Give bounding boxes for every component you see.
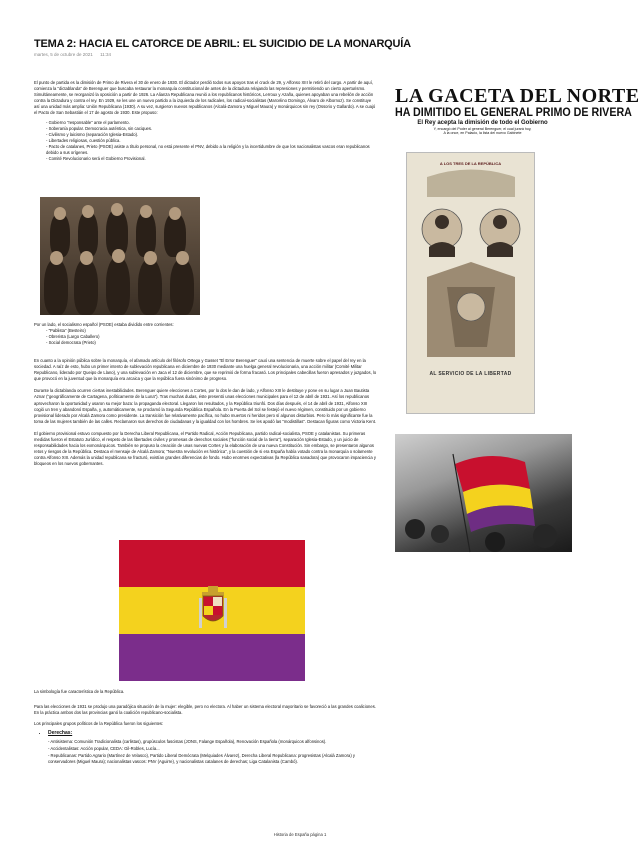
pact-item: - Civilismo y laicismo (separación Iglesia-Estado). (46, 132, 377, 138)
pact-item: - Libertades religiosas, cuestión pública. (46, 138, 377, 144)
body-section (34, 358, 377, 471)
lower-section (34, 704, 377, 766)
poster-bottom-text: AL SERVICIO DE LA LIBERTAD (429, 371, 512, 377)
antisistema-text: - Antisistema: Comunión Tradicionalista (carlistas), grupúsculos fascistas (JONS, Falange Española), Renovación Española (monárquicos alfonsinos). (48, 738, 327, 744)
right-groups (34, 739, 377, 765)
page-footer: Historia de España página 1 (273, 832, 327, 837)
pact-item: - Pacto de catalanes, Prieto (PSOE) asiste a título personal, no está presente el PNV, debido a la religión y la incertidumbre de que los nacionalistas vascos eran republicanos debido a sus orígenes. (46, 144, 377, 156)
pact-item: - Comité Revolucionario será el Gobierno Provisional. (46, 156, 377, 162)
republicanas-text: - Republicanas: Partido Agrario (Martínez de Velasco), Partido Liberal Demócrata (Melquiades Álvarez), Derecha Liberal Republicana: progresistas (Alcalá Zamora) y conservadores (Miguel Maura); nacionalistas vascos: PNV (Aguirre), y nacionalistas catalanes de derechas; Liga Catalanista (Cambó). (48, 752, 355, 764)
right-label: • Derechas: (48, 730, 377, 737)
pact-item: - Gobierno "responsable" ante el parlamento. (46, 120, 377, 126)
psoe-item: - Social democrata (Prieto) (46, 340, 377, 346)
pact-list (34, 120, 377, 163)
crowd-photo (395, 434, 572, 552)
flag-purple-stripe (119, 634, 305, 681)
flag-red-stripe (119, 540, 305, 587)
time-label: 11:34 (100, 52, 111, 57)
pact-item: - Soberanía popular. Democracia auténtica, sin caciques. (46, 126, 377, 132)
coat-of-arms-icon (199, 586, 227, 636)
page-title: TEMA 2: HACIA EL CATORCE DE ABRIL: EL SUICIDIO DE LA MONARQUÍA (34, 38, 411, 50)
psoe-item: - Obrerista (Largo Caballero) (46, 334, 377, 340)
intro-section (34, 80, 377, 162)
poster-top-text: A LOS TRES DE LA REPÚBLICA (439, 161, 502, 166)
poster-illustration (407, 167, 534, 367)
provisional-government-paragraph: El gobierno provisional estuvo compuesto por la Derecha Liberal Republicana, el Partido Radical, Acción Republicana, partido radical-socialista, PSOE y catalanistas. Su primeras medidas fueron el Estatuto Jurídico, el respeto de las libertades civiles y promesas de derechos sociales ("función social de la tierra"), separación Iglesia-Estado, y un juicio de responsabilidades hacia los exmonárquicos. También se propuso la creación de unas nuevas Cortes y la elaboración de una nueva Constitución. Sin embargo, se presentaron algunos retos y riesgos de la República. Destaca el mensaje de Alcalá Zamora; "Nuestra revolución es histórica", y la cuestión de si era España había votado contra la monarquía o solamente contra Alfonso XIII. Además la unidad republicana se fracturó, existían grandes diferencias de fondo. Hubo enormes expectativas (la República sanadora) que provocaron impaciencia y bloqueos en los nuevos gobernantes. (34, 430, 376, 467)
psoe-lead: Por un lado, el socialismo español (PSOE) estaba dividido entre corrientes: (34, 322, 174, 327)
provisional-government-photo (40, 197, 200, 315)
republican-flag (119, 540, 305, 681)
flag-crowd-illustration (395, 434, 572, 552)
newspaper-clipping (395, 85, 640, 140)
elections-paragraph: Para las elecciones de 1931 se produjo una paradójica situación de la mujer: elegible, pero no electora. Al haber un sistema electoral mayoritario se favoreció a las grandes coaliciones. En la práctica ambos dos las provincias ganó la coalición republicano-socialista. (34, 704, 376, 716)
newspaper-subhead: El Rey acepta la dimisión de todo el Gobierno (417, 120, 548, 126)
intro-paragraph: El punto de partida es la dimisión de Primo de Rivera el 30 de enero de 1930. El dictador perdió todos sus apoyos tras el crack de 29, y Alfonso XIII le retiró del cargo. A partir de aquí, comienza la "dictablanda" de Berenguer que buscaba restaurar la monarquía constitucional de antes de la dictadura relajando las represiones y permitiendo un cierto aperturismo. Simultáneamente, se reorganizó la oposición a partir de 1926. La Alianza Republicana reunió a los republicanos históricos, Lerroux y Azaña, quienes apoyaban una rebelión de acción contra la Dictadura y contra el rey. En 1929, se les une un nuevo partido a la izquierda de los radicales, los radical-socialistas (Marcelino Domingo, Álvaro de Albornoz). Se constituye así una unidad más amplia: Unión Republicana (1930). A su vez, surgieron nuevos republicanos (Alcalá-Zamora y Miguel Maura) y monárquicos sin rey (Ossorio y Gallardo). A se cuajó el Pacto de San Sebastián el 17 de agosto de 1930. Este propuso: (34, 80, 376, 116)
page-meta (34, 52, 117, 57)
republic-poster (406, 152, 535, 414)
dictablanda-paragraph: Durante la dictablanda ocurren ciertas inestabilidades. Berenguer quiere elecciones a Cortes, por lo dos le dan de lado, y Alfonso XIII le destituye y pone en su lugar a Juan Bautista Aznar ("geográficamente de Cartagena, políticamente de la Luna"). Tras muchas dudas, éste presentó unas elecciones municipales para el 12 de abril de 1931. Así los republicanos aprovecharon la oportunidad y usaron su mejor baza: la propaganda electoral. Llegaron los resultados, y la República triunfó. Dos días después, el 14 de abril de 1931, Alfonso XIII cogió un tren y abandonó España, y, automáticamente, se proclamó la Segunda República Española. En la Puerta del Sol se festejó el nuevo régimen, constituido por un gobierno provisional liderado por Alcalá Zamora como presidente. La transición fue relativamente pacífica, no hubo muertos ni heridos pero sí algunos disturbios. Pero lo más significante fue la toma de las mujeres también de las calles. Reclamaron sus derechos de ciudadanas y la igualdad con los hombres. Se les apodó las "modistillas". Destacan figuras como Victoria Kent. (34, 388, 377, 424)
psoe-section (34, 322, 377, 346)
opinion-paragraph: En cuanto a la opinión pública sobre la monarquía, el afamado artículo del filósofo Ortega y Gasset "El Error Berenguer" cauó una sentencia de muerte sobre el papel del rey en la sociedad. A raíz de esto, hubo un primer intento de sublevación republicana en diciembre de 1930 mediante una huelga general revolucionaria, una acción militar (Comité Militar Republicano, liderado por Queipo de Llano), y una sublevación en Jaca el 12 de diciembre, que se reprimió de forma fracasó. Los principales cabecillas fueron apresados y juzgados, lo que provocó en la juventud que la monarquía era arcaica y que la república fuera sinónimo de progreso. (34, 358, 377, 382)
accidentalistas-text: - Accidentalistas: Acción popular, CEDA: Gil-Robles, Lucía... (48, 745, 160, 751)
groups-list (34, 730, 377, 737)
psoe-list (34, 328, 377, 346)
psoe-item: - "Pablista" (Besteiro) (46, 328, 377, 334)
date-label: martes, 5 de octubre de 2021 (34, 52, 93, 57)
newspaper-name: LA GACETA DEL NORTE (395, 85, 640, 107)
groups-paragraph: Los principales grupos políticos de la República fueron los siguientes: (34, 721, 164, 727)
newspaper-line: A la once, en Palacio, la lista del nuevo Gabinete (443, 131, 522, 136)
newspaper-line: Y, encargó del Poder al general Berenguer, el cual jurará hoy, (433, 127, 532, 131)
flag-caption: La simbología fue característica de la República. (34, 689, 125, 694)
newspaper-headline: HA DIMITIDO EL GENERAL PRIMO DE RIVERA (395, 107, 632, 119)
